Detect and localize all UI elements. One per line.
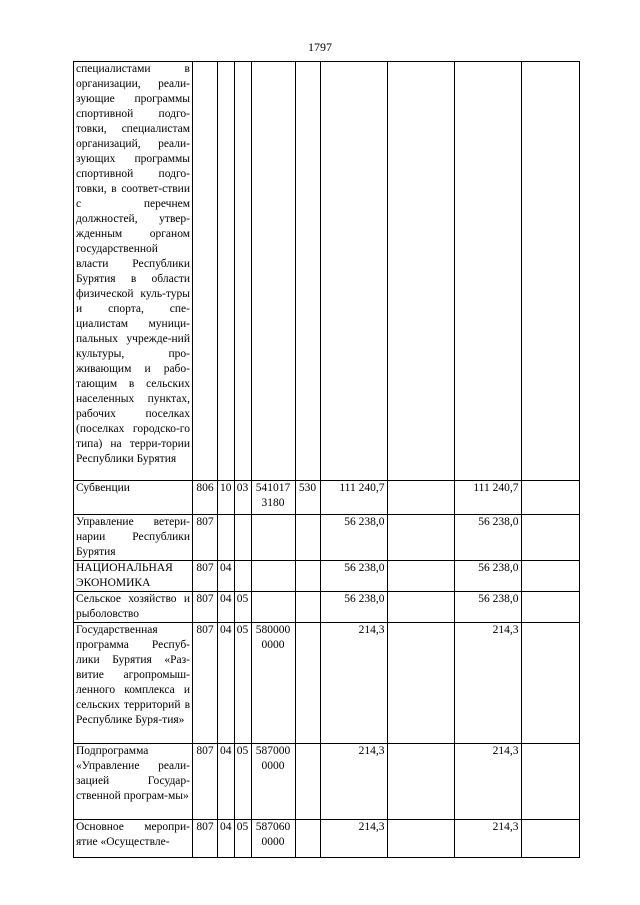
table-row [74, 820, 580, 858]
amount-total-cell: 56 238,0 [454, 515, 521, 561]
expense-type-code-cell: 530 [295, 481, 320, 515]
table-row [74, 623, 580, 744]
amount-change-cell [387, 744, 454, 820]
expense-type-code-cell [295, 515, 320, 561]
expense-type-code-cell [295, 561, 320, 592]
target-article-code-cell [251, 62, 295, 481]
extra-cell [521, 623, 579, 744]
extra-cell [521, 592, 579, 623]
section-code-cell: 04 [218, 820, 235, 858]
expense-type-code-cell [295, 623, 320, 744]
target-article-code-cell [251, 561, 295, 592]
extra-cell [521, 744, 579, 820]
amount-cell: 56 238,0 [320, 561, 387, 592]
row-name-cell: Управление ветери-нарии Республики Бурятия [74, 515, 193, 561]
subsection-code-cell: 05 [234, 820, 251, 858]
extra-cell [521, 62, 579, 481]
amount-change-cell [387, 515, 454, 561]
subsection-code-cell [234, 515, 251, 561]
expense-type-code-cell [295, 592, 320, 623]
section-code-cell: 04 [218, 592, 235, 623]
amount-total-cell: 214,3 [454, 623, 521, 744]
amount-change-cell [387, 820, 454, 858]
amount-total-cell: 111 240,7 [454, 481, 521, 515]
ministry-code-cell: 807 [193, 592, 218, 623]
amount-total-cell: 56 238,0 [454, 592, 521, 623]
target-article-code-cell: 5870000000 [251, 744, 295, 820]
subsection-code-cell: 05 [234, 592, 251, 623]
amount-total-cell: 56 238,0 [454, 561, 521, 592]
amount-cell: 214,3 [320, 820, 387, 858]
amount-change-cell [387, 592, 454, 623]
subsection-code-cell: 05 [234, 623, 251, 744]
ministry-code-cell: 807 [193, 820, 218, 858]
page-number: 1797 [308, 40, 332, 54]
ministry-code-cell: 807 [193, 515, 218, 561]
extra-cell [521, 561, 579, 592]
section-code-cell: 04 [218, 744, 235, 820]
row-name-cell: Государственная программа Респуб-лики Бурятия «Раз-витие агропромыш-ленного комплекса и сельских территорий в Республике Буря-тия» [74, 623, 193, 744]
section-code-cell [218, 515, 235, 561]
table-row [74, 592, 580, 623]
ministry-code-cell: 806 [193, 481, 218, 515]
extra-cell [521, 515, 579, 561]
amount-cell [320, 62, 387, 481]
target-article-code-cell: 5870600000 [251, 820, 295, 858]
expense-type-code-cell [295, 62, 320, 481]
table-row [74, 515, 580, 561]
row-name-cell: специалистами в организации, реали-зующие программы спортивной подго-товки, специалистам организаций, реали-зующих программы спортивной подго-товки, в соответ-ствии с перечнем должностей, утвер-жденным органом государственной власти Республики Бурятия в области физической куль-туры и спорта, спе-циалистам муници-пальных учрежде-ний культуры, про-живающим и рабо-тающим в сельских населенных пунктах, рабочих поселках (поселках городско-го типа) на терри-тории Республики Бурятия [74, 62, 193, 481]
expense-type-code-cell [295, 820, 320, 858]
amount-change-cell [387, 481, 454, 515]
amount-cell: 214,3 [320, 623, 387, 744]
ministry-code-cell: 807 [193, 623, 218, 744]
amount-change-cell [387, 623, 454, 744]
row-name-cell: Сельское хозяйство и рыболовство [74, 592, 193, 623]
extra-cell [521, 820, 579, 858]
table-row [74, 481, 580, 515]
table-row [74, 561, 580, 592]
ministry-code-cell: 807 [193, 561, 218, 592]
amount-cell: 111 240,7 [320, 481, 387, 515]
target-article-code-cell [251, 592, 295, 623]
amount-total-cell: 214,3 [454, 820, 521, 858]
subsection-code-cell: 03 [234, 481, 251, 515]
ministry-code-cell [193, 62, 218, 481]
amount-cell: 56 238,0 [320, 592, 387, 623]
amount-cell: 56 238,0 [320, 515, 387, 561]
ministry-code-cell: 807 [193, 744, 218, 820]
subsection-code-cell [234, 561, 251, 592]
section-code-cell: 04 [218, 561, 235, 592]
target-article-code-cell [251, 515, 295, 561]
section-code-cell [218, 62, 235, 481]
table-row [74, 744, 580, 820]
amount-change-cell [387, 62, 454, 481]
amount-change-cell [387, 561, 454, 592]
section-code-cell: 04 [218, 623, 235, 744]
section-code-cell: 10 [218, 481, 235, 515]
amount-total-cell [454, 62, 521, 481]
amount-cell: 214,3 [320, 744, 387, 820]
target-article-code-cell: 5410173180 [251, 481, 295, 515]
extra-cell [521, 481, 579, 515]
expense-type-code-cell [295, 744, 320, 820]
subsection-code-cell: 05 [234, 744, 251, 820]
row-name-cell: НАЦИОНАЛЬНАЯ ЭКОНОМИКА [74, 561, 193, 592]
row-name-cell: Основное меропри-ятие «Осуществле- [74, 820, 193, 858]
row-name-cell: Подпрограмма «Управление реали-зацией Государ-ственной програм-мы» [74, 744, 193, 820]
row-name-cell: Субвенции [74, 481, 193, 515]
target-article-code-cell: 5800000000 [251, 623, 295, 744]
subsection-code-cell [234, 62, 251, 481]
table-row [74, 62, 580, 481]
amount-total-cell: 214,3 [454, 744, 521, 820]
budget-table [73, 61, 580, 858]
